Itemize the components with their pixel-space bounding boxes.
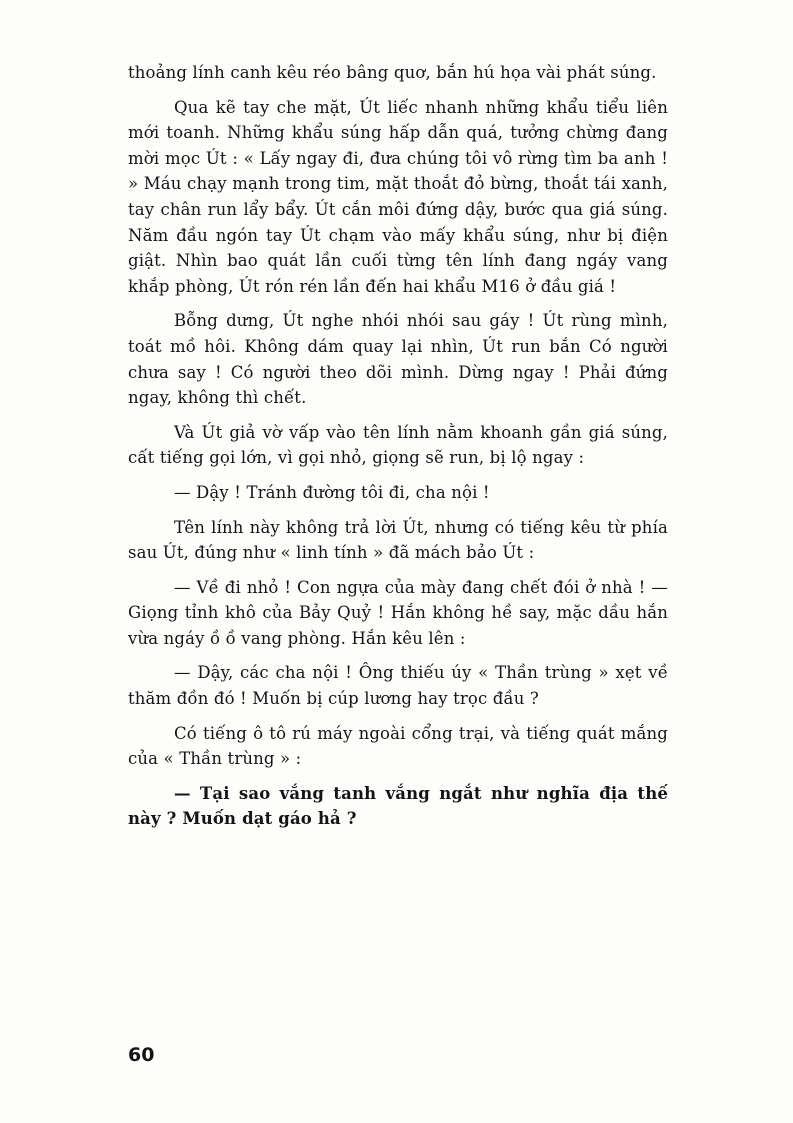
paragraph-5-dialogue: — Dậy ! Tránh đường tôi đi, cha nội ! bbox=[174, 482, 490, 502]
paragraph-4: Và Út giả vờ vấp vào tên lính nằm khoanh gần giá súng, cất tiếng gọi lớn, vì gọi nhỏ, giọng sẽ run, bị lộ ngay : bbox=[128, 422, 668, 468]
paragraph-2: Qua kẽ tay che mặt, Út liếc nhanh những khẩu tiểu liên mới toanh. Những khẩu súng hấp dẫn quá, tưởng chừng đang mời mọc Út : « Lấy ngay đi, đưa chúng tôi vô rừng tìm ba anh ! » Máu chạy mạnh trong tim, mặt thoắt đỏ bừng, thoắt tái xanh, tay chân run lẩy bẩy. Út cắn môi đứng dậy, bước qua giá súng. Năm đầu ngón tay Út chạm vào mấy khẩu súng, như bị điện giật. Nhìn bao quát lần cuối từng tên lính đang ngáy vang khắp phòng, Út rón rén lần đến hai khẩu M16 ở đầu giá ! bbox=[128, 97, 668, 296]
paragraph-10-dialogue: — Tại sao vắng tanh vắng ngắt như nghĩa địa thế này ? Muốn dạt gáo hả ? bbox=[128, 783, 668, 829]
paragraph-7-dialogue: — Về đi nhỏ ! Con ngựa của mày đang chết đói ở nhà ! — Giọng tỉnh khô của Bảy Quỷ ! Hắn không hề say, mặc dầu hắn vừa ngáy ồ ồ vang phòng. Hắn kêu lên : bbox=[128, 577, 668, 648]
page-body bbox=[128, 60, 668, 841]
paragraph-8-dialogue: — Dậy, các cha nội ! Ông thiếu úy « Thần trùng » xẹt về thăm đồn đó ! Muốn bị cúp lương hay trọc đầu ? bbox=[128, 663, 668, 709]
paragraph-9: Có tiếng ô tô rú máy ngoài cổng trại, và tiếng quát mắng của « Thần trùng » : bbox=[128, 723, 668, 769]
paragraph-3: Bỗng dưng, Út nghe nhói nhói sau gáy ! Út rùng mình, toát mồ hôi. Không dám quay lại nhìn, Út run bắn Có người chưa say ! Có người theo dõi mình. Dừng ngay ! Phải đứng ngay, không thì chết. bbox=[128, 311, 668, 408]
paragraph-6: Tên lính này không trả lời Út, nhưng có tiếng kêu từ phía sau Út, đúng như « linh tính » đã mách bảo Út : bbox=[128, 517, 668, 563]
paragraph-1: thoảng lính canh kêu réo bâng quơ, bắn hú họa vài phát súng. bbox=[128, 63, 657, 82]
page-number: 60 bbox=[128, 1044, 155, 1066]
